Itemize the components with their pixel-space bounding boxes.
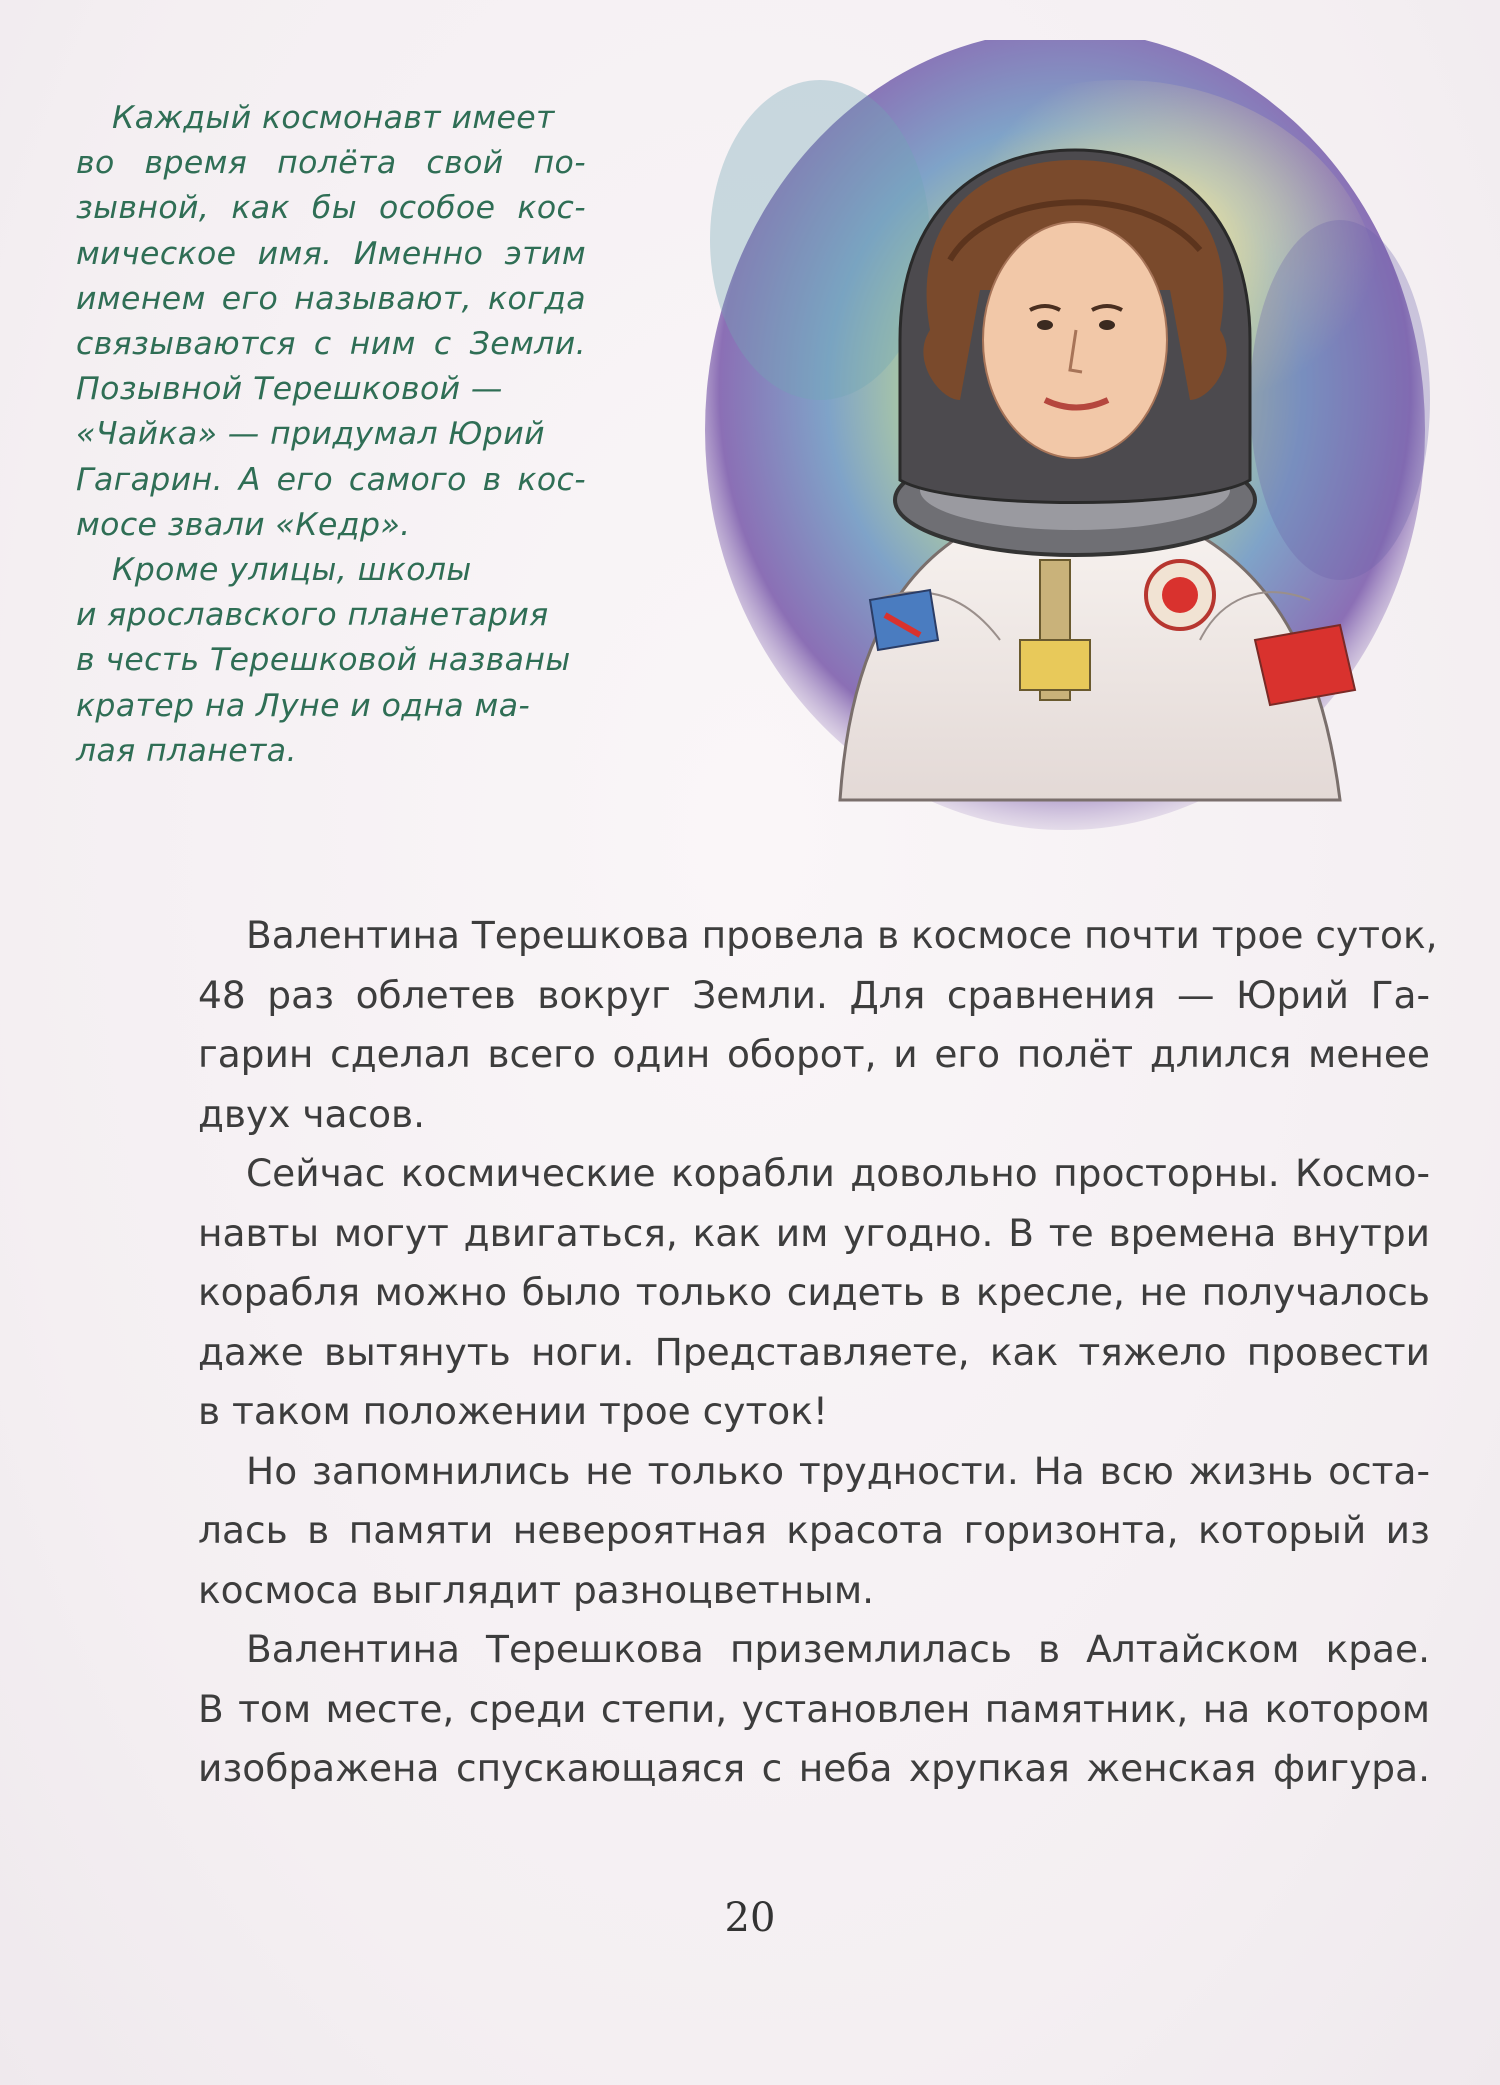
text-line: навты могут двигаться, как им угодно. В те времена внутри xyxy=(198,1210,1430,1255)
sidebar-line: Позывной Терешковой — xyxy=(76,371,503,408)
text-line: Валентина Терешкова провела в космосе почти трое суток, xyxy=(246,913,1438,957)
sidebar-line: «Чайка» — придумал Юрий xyxy=(76,416,545,453)
sidebar-line: и ярославского планетария xyxy=(76,597,549,634)
text-line: Сейчас космические корабли довольно просторны. Космо- xyxy=(246,1151,1430,1195)
sidebar-line: лая планета. xyxy=(76,732,297,769)
sidebar-line: Кроме улицы, школы xyxy=(112,552,472,589)
sidebar-line: Каждый космонавт имеет xyxy=(112,100,555,136)
text-line: двух часов. xyxy=(198,1091,426,1136)
text-line: 48 раз облетев вокруг Земли. Для сравнения — Юрий Га- xyxy=(198,972,1430,1017)
sidebar-line: именем его называют, когда xyxy=(76,280,586,317)
sidebar-line: зывной, как бы особое кос- xyxy=(76,190,586,227)
paragraph xyxy=(198,906,1438,1144)
main-text xyxy=(198,906,1438,1799)
cosmonaut-portrait-illustration xyxy=(700,40,1430,840)
text-line: космоса выглядит разноцветным. xyxy=(198,1567,875,1612)
cosmonaut-portrait-icon xyxy=(700,40,1430,840)
text-line: изображена спускающаяся с неба хрупкая женская фигура. xyxy=(198,1746,1430,1790)
text-line: Но запомнились не только трудности. На всю жизнь оста- xyxy=(246,1448,1430,1493)
sidebar-line: в честь Терешковой названы xyxy=(76,642,571,679)
text-line: корабля можно было только сидеть в кресле, не получалось xyxy=(198,1270,1430,1314)
paragraph xyxy=(198,1620,1430,1799)
sidebar-line: мическое имя. Именно этим xyxy=(76,235,586,272)
text-line: гарин сделал всего один оборот, и его полёт длился менее xyxy=(198,1032,1430,1076)
text-line: В том месте, среди степи, установлен памятник, на котором xyxy=(198,1686,1430,1731)
paragraph xyxy=(198,1144,1430,1442)
sidebar-line: мосе звали «Кедр». xyxy=(76,506,411,543)
sidebar-line: Гагарин. А его самого в кос- xyxy=(76,461,586,498)
sidebar-line: кратер на Луне и одна ма- xyxy=(76,687,531,724)
text-line: даже вытянуть ноги. Представляете, как тяжело провести xyxy=(198,1329,1430,1374)
paragraph xyxy=(198,1442,1430,1621)
text-line: Валентина Терешкова приземлилась в Алтайском крае. xyxy=(246,1627,1430,1671)
page-number: 20 xyxy=(724,1895,776,1941)
sidebar-line: связываются с ним с Земли. xyxy=(76,326,586,363)
sidebar-line: во время полёта свой по- xyxy=(76,145,586,182)
text-line: в таком положении трое суток! xyxy=(198,1389,828,1433)
text-line: лась в памяти невероятная красота горизонта, который из xyxy=(198,1508,1430,1552)
sidebar-note xyxy=(76,96,586,774)
